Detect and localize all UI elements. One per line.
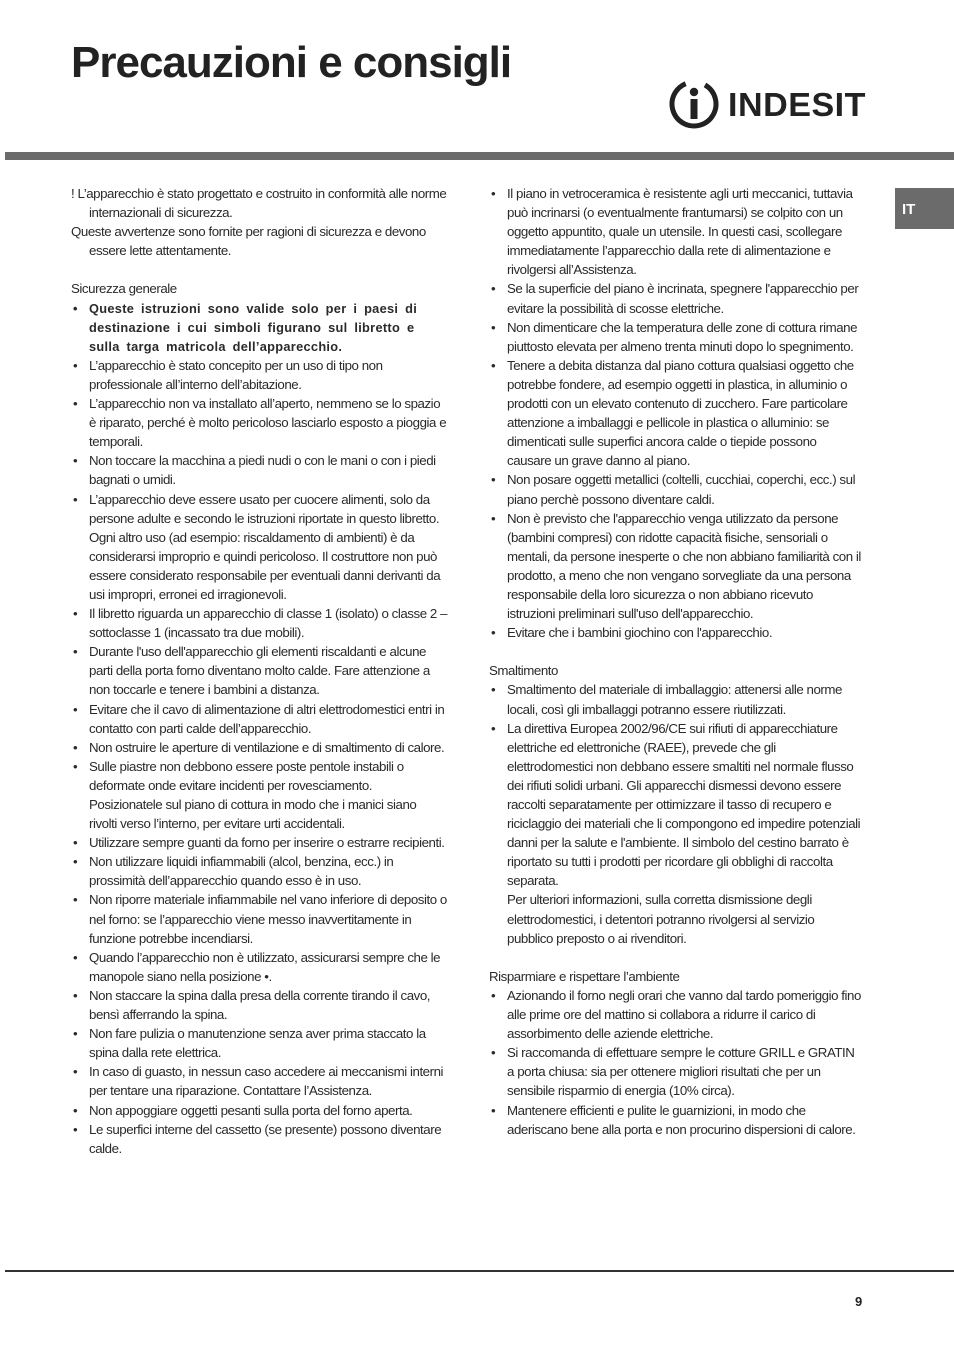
list-item: • Non fare pulizia o manutenzione senza aver prima staccato la spina dalla rete elettrica. (71, 1024, 447, 1062)
list-item: • Durante l'uso dell'apparecchio gli elementi riscaldanti e alcune parti della porta forno diventano molto calde. Fare attenzione a non toccarle e tenere i bambini a distanza. (71, 642, 447, 699)
intro-note: Queste avvertenze sono fornite per ragioni di sicurezza e devono essere lette attentamente. (71, 224, 426, 259)
list-item: • Non staccare la spina dalla presa della corrente tirando il cavo, bensì afferrando la spina. (71, 986, 447, 1024)
list-item: • Non appoggiare oggetti pesanti sulla porta del forno aperta. (71, 1101, 447, 1120)
list-item: • L’apparecchio è stato concepito per un uso di tipo non professionale all’interno dell’abitazione. (71, 356, 447, 394)
intro-warning: ! L’apparecchio è stato progettato e costruito in conformità alle norme internazionali di sicurezza. (71, 186, 447, 221)
list-item: • Utilizzare sempre guanti da forno per inserire o estrarre recipienti. (71, 833, 447, 852)
list-item: • Sulle piastre non debbono essere poste pentole instabili o deformate onde evitare incidenti per rovesciamento. Posizionatele sul piano di cottura in modo che i manici siano rivolti verso l’interno, per evitare urti accidentali. (71, 757, 447, 833)
list-item: • L’apparecchio non va installato all’aperto, nemmeno se lo spazio è riparato, perché è molto pericoloso lasciarlo esposto a pioggia e temporali. (71, 394, 447, 451)
list-item: • Il piano in vetroceramica è resistente agli urti meccanici, tuttavia può incrinarsi (o eventualmente frantumarsi) se colpito con un oggetto appuntito, quale un utensile. In questi casi, scollegare immediatamente l’apparecchio dalla rete di alimentazione e rivolgersi all’Assistenza. (489, 184, 863, 279)
list-item: • Non toccare la macchina a piedi nudi o con le mani o con i piedi bagnati o umidi. (71, 451, 447, 489)
list-item: • Non ostruire le aperture di ventilazione e di smaltimento di calore. (71, 738, 447, 757)
header-rule (5, 152, 954, 160)
list-item: • Non dimenticare che la temperatura delle zone di cottura rimane piuttosto elevata per almeno trenta minuti dopo lo spegnimento. (489, 318, 863, 356)
energy-list (489, 986, 863, 1139)
list-item: • In caso di guasto, in nessun caso accedere ai meccanismi interni per tentare una riparazione. Contattare l’Assistenza. (71, 1062, 447, 1100)
list-item: • Mantenere efficienti e pulite le guarnizioni, in modo che aderiscano bene alla porta e non procurino dispersioni di calore. (489, 1101, 863, 1139)
list-item: • L’apparecchio deve essere usato per cuocere alimenti, solo da persone adulte e secondo le istruzioni riportate in questo libretto. Ogni altro uso (ad esempio: riscaldamento di ambienti) è da considerarsi improprio e quindi pericoloso. Il costruttore non può essere considerato responsabile per eventuali danni derivanti da usi impropri, erronei ed irragionevoli. (71, 490, 447, 605)
list-item: • Evitare che i bambini giochino con l'apparecchio. (489, 623, 863, 642)
list-item: • Non utilizzare liquidi infiammabili (alcol, benzina, ecc.) in prossimità dell’apparecchio quando esso è in uso. (71, 852, 447, 890)
right-column (489, 184, 863, 1139)
left-column (71, 184, 447, 1158)
section-heading-ambiente: Risparmiare e rispettare l’ambiente (489, 968, 680, 984)
page-number: 9 (855, 1294, 863, 1309)
disposal-note: Per ulteriori informazioni, sulla corretta dismissione degli elettrodomestici, i detentori potranno rivolgersi al servizio pubblico preposto o ai rivenditori. (507, 892, 815, 946)
spacer (489, 642, 863, 661)
list-item: • Se la superficie del piano è incrinata, spegnere l'apparecchio per evitare la possibilità di scosse elettriche. (489, 279, 863, 317)
language-tab-label: IT (902, 201, 916, 218)
safety-list (71, 299, 447, 1158)
spacer (71, 260, 447, 279)
hob-safety-list (489, 184, 863, 642)
list-item: • Le superfici interne del cassetto (se presente) possono diventare calde. (71, 1120, 447, 1158)
list-item: • Non posare oggetti metallici (coltelli, cucchiai, coperchi, ecc.) sul piano perchè possono diventare caldi. (489, 470, 863, 508)
page-title: Precauzioni e consigli (71, 38, 512, 87)
indesit-logo (668, 76, 868, 132)
list-item: • Non è previsto che l'apparecchio venga utilizzato da persone (bambini compresi) con ridotte capacità fisiche, sensoriali o mentali, da persone inesperte o che non abbiano familiarità con il prodotto, a meno che non vengano sorvegliate da una persona responsabile della loro sicurezza o non abbiano ricevuto istruzioni preliminari sull'uso dell'apparecchio. (489, 509, 863, 624)
section-heading-smaltimento: Smaltimento (489, 663, 558, 679)
list-item: • Azionando il forno negli orari che vanno dal tardo pomeriggio fino alle prime ore del mattino si collabora a ridurre il carico di assorbimento delle aziende elettriche. (489, 986, 863, 1043)
list-item: • Si raccomanda di effettuare sempre le cotture GRILL e GRATIN a porta chiusa: sia per ottenere migliori risultati che per un sensibile risparmio di energia (10% circa). (489, 1043, 863, 1100)
section-heading-sicurezza: Sicurezza generale (71, 281, 177, 297)
list-item: • Evitare che il cavo di alimentazione di altri elettrodomestici entri in contatto con parti calde dell’apparecchio. (71, 700, 447, 738)
footer-rule (5, 1270, 954, 1272)
list-item: • Quando l’apparecchio non è utilizzato, assicurarsi sempre che le manopole siano nella posizione •. (71, 948, 447, 986)
spacer (489, 948, 863, 967)
disposal-list (489, 680, 863, 890)
list-item: • Non riporre materiale infiammabile nel vano inferiore di deposito o nel forno: se l’apparecchio viene messo inavvertitamente in funzione potrebbe incendiarsi. (71, 890, 447, 947)
list-item: • La direttiva Europea 2002/96/CE sui rifiuti di apparecchiature elettriche ed elettroniche (RAEE), prevede che gli elettrodomestici non debbano essere smaltiti nel normale flusso dei rifiuti solidi urbani. Gli apparecchi dismessi devono essere raccolti separatamente per ottimizzare il tasso di recupero e riciclaggio dei materiali che li compongono ed impedire potenziali danni per la salute e l'ambiente. Il simbolo del cestino barrato è riportato su tutti i prodotti per ricordare gli obblighi di raccolta separata. (489, 719, 863, 891)
list-item: • Il libretto riguarda un apparecchio di classe 1 (isolato) o classe 2 – sottoclasse 1 (incassato tra due mobili). (71, 604, 447, 642)
list-item: • Tenere a debita distanza dal piano cottura qualsiasi oggetto che potrebbe fondere, ad esempio oggetti in plastica, in alluminio o prodotti con un elevato contenuto di zucchero. Fare particolare attenzione a imballaggi e pellicole in plastica o alluminio: se dimenticati sulle superfici ancora calde o tiepide possono causare un grave danno al piano. (489, 356, 863, 471)
svg-text:INDESIT: INDESIT (728, 86, 866, 123)
list-item: • Smaltimento del materiale di imballaggio: attenersi alle norme locali, così gli imballaggi potranno essere riutilizzati. (489, 680, 863, 718)
language-tab (895, 188, 954, 229)
list-item: • Queste istruzioni sono valide solo per i paesi di destinazione i cui simboli figurano sul libretto e sulla targa matricola dell’apparecchio. (71, 299, 447, 356)
